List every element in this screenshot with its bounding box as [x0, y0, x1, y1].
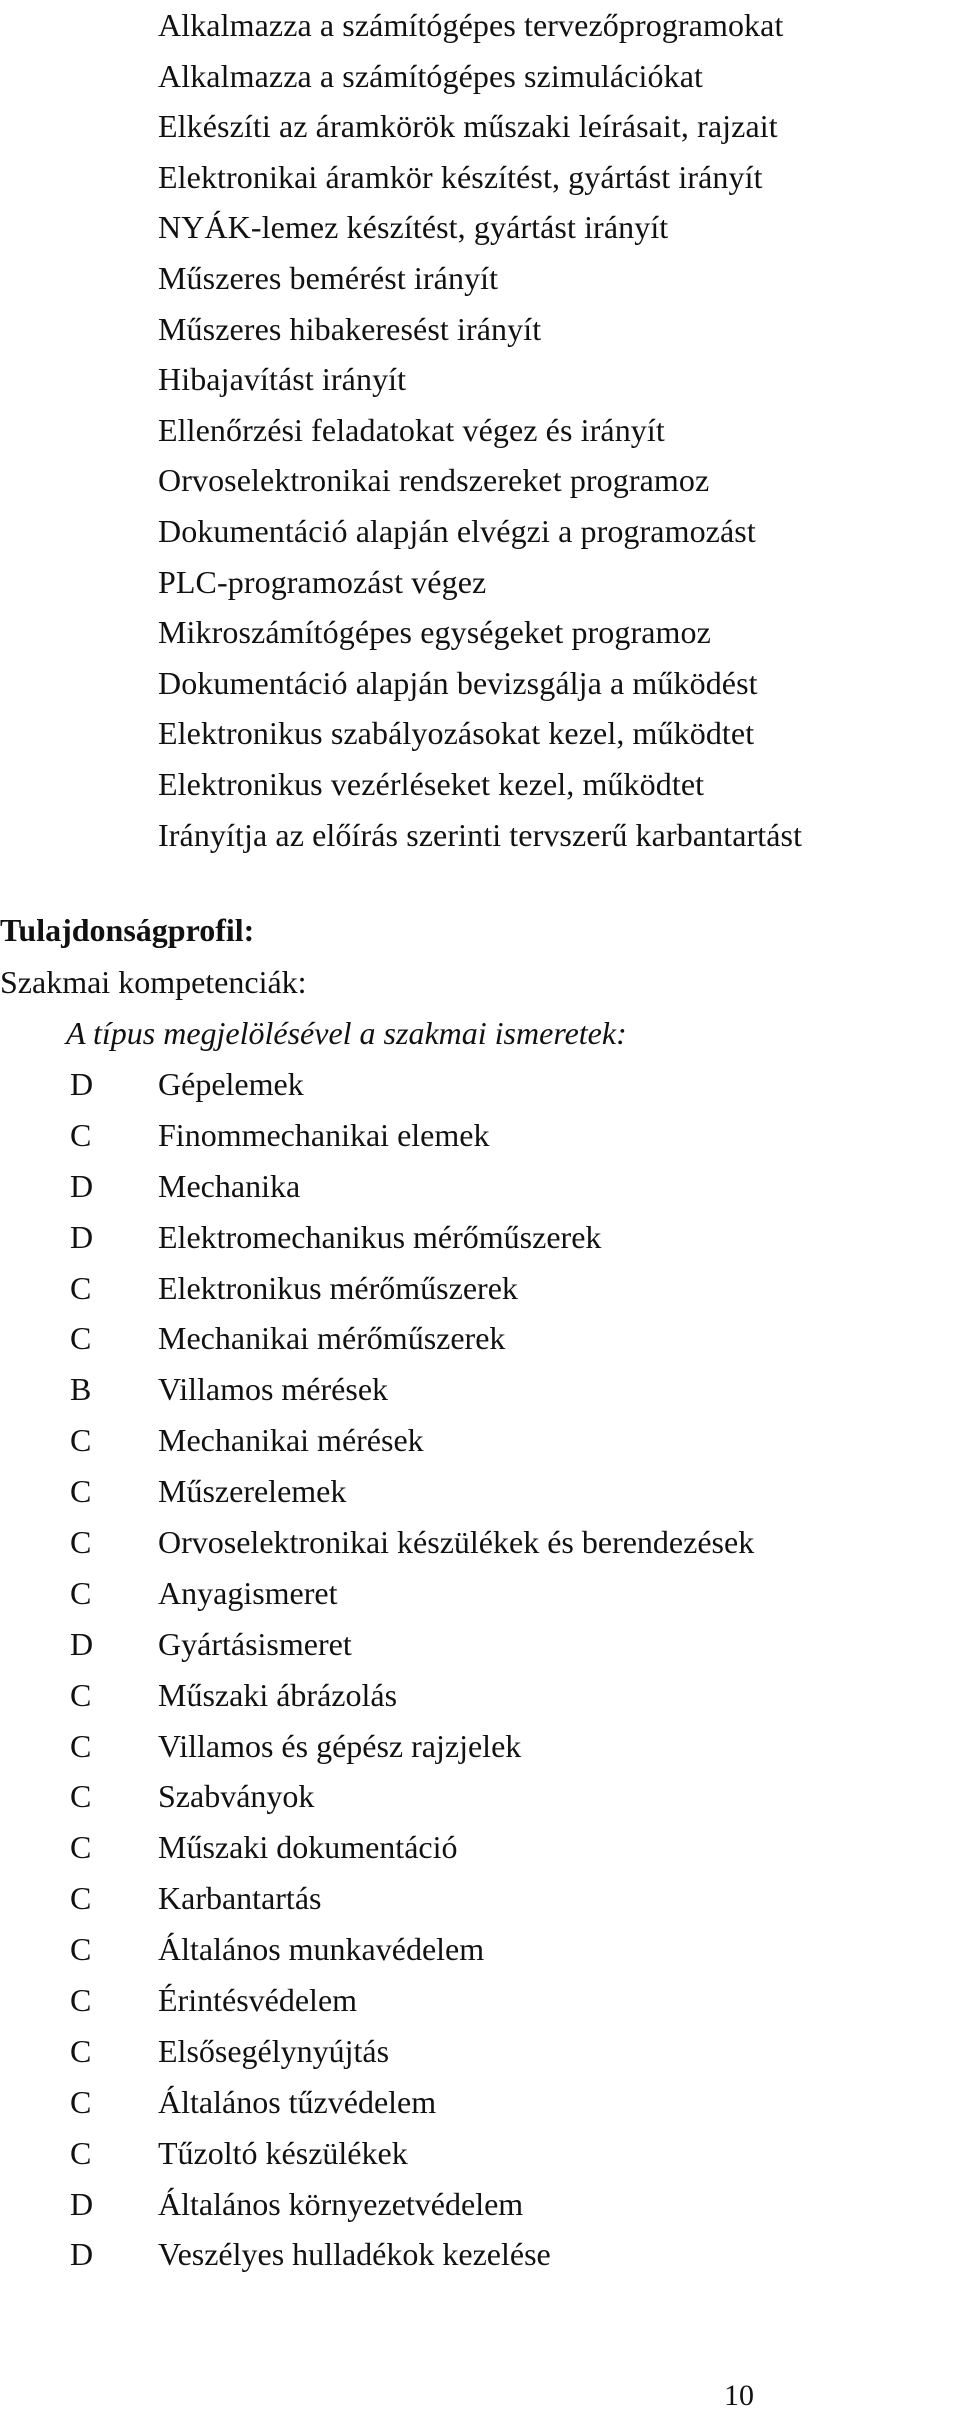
knowledge-topic: Tűzoltó készülékek — [158, 2134, 408, 2171]
knowledge-topic: Szabványok — [158, 1778, 315, 1815]
task-item: Elkészíti az áramkörök műszaki leírásait, rajzait — [158, 108, 778, 145]
knowledge-level: C — [70, 1422, 92, 1459]
task-item: Elektronikus szabályozásokat kezel, működtet — [158, 715, 755, 752]
task-item: Irányítja az előírás szerinti tervszerű karbantartást — [158, 816, 803, 853]
task-item: Ellenőrzési feladatokat végez és irányít — [158, 411, 665, 448]
knowledge-level: D — [70, 1066, 94, 1102]
knowledge-topic: Gépelemek — [158, 1066, 304, 1102]
knowledge-level: D — [70, 2236, 94, 2273]
task-item: PLC-programozást végez — [158, 563, 487, 600]
knowledge-level: C — [70, 1676, 92, 1713]
task-item: Műszeres bemérést irányít — [158, 259, 499, 296]
knowledge-level: B — [70, 1371, 92, 1408]
knowledge-level: C — [70, 1880, 92, 1917]
profile-title: Tulajdonságprofil: — [0, 912, 255, 948]
knowledge-topic: Általános munkavédelem — [158, 1931, 485, 1968]
task-item: Alkalmazza a számítógépes szimulációkat — [158, 57, 704, 94]
task-item: Dokumentáció alapján bevizsgálja a működést — [158, 664, 758, 701]
knowledge-level: C — [70, 1269, 92, 1306]
knowledge-topic: Műszerelemek — [158, 1473, 347, 1510]
knowledge-level: C — [70, 1982, 92, 2019]
knowledge-heading: A típus megjelölésével a szakmai ismeretek: — [66, 1015, 627, 1051]
knowledge-level: C — [70, 2134, 92, 2171]
knowledge-level: C — [70, 1778, 92, 1815]
knowledge-topic: Anyagismeret — [158, 1574, 338, 1611]
knowledge-level: D — [70, 1167, 94, 1204]
knowledge-topic: Általános tűzvédelem — [158, 2083, 437, 2120]
knowledge-topic: Mechanikai mérések — [158, 1422, 424, 1459]
task-item: Elektronikus vezérléseket kezel, működtet — [158, 765, 705, 802]
knowledge-topic: Orvoselektronikai készülékek és berendezések — [158, 1524, 755, 1561]
task-item: Mikroszámítógépes egységeket programoz — [158, 614, 711, 651]
task-item: Alkalmazza a számítógépes tervezőprogramokat — [158, 7, 784, 43]
page-number: 10 — [724, 2379, 754, 2412]
knowledge-topic: Elsősegélynyújtás — [158, 2032, 390, 2069]
knowledge-topic: Mechanika — [158, 1167, 301, 1204]
knowledge-topic: Műszaki ábrázolás — [158, 1676, 398, 1713]
knowledge-level: D — [70, 1218, 94, 1255]
knowledge-topic: Érintésvédelem — [158, 1982, 358, 2019]
knowledge-level: C — [70, 1116, 92, 1153]
task-item: Elektronikai áramkör készítést, gyártást irányít — [158, 158, 763, 195]
task-item: Műszeres hibakeresést irányít — [158, 310, 542, 347]
knowledge-topic: Villamos mérések — [158, 1371, 389, 1408]
knowledge-level: C — [70, 2032, 92, 2069]
task-item: Dokumentáció alapján elvégzi a programozást — [158, 512, 756, 549]
knowledge-topic: Műszaki dokumentáció — [158, 1829, 458, 1866]
knowledge-level: C — [70, 1574, 92, 1611]
knowledge-topic: Elektromechanikus mérőműszerek — [158, 1218, 602, 1255]
knowledge-topic: Villamos és gépész rajzjelek — [158, 1727, 522, 1764]
task-item: Hibajavítást irányít — [158, 361, 407, 398]
knowledge-topic: Finommechanikai elemek — [158, 1116, 490, 1153]
knowledge-topic: Veszélyes hulladékok kezelése — [158, 2236, 551, 2273]
knowledge-topic: Mechanikai mérőműszerek — [158, 1320, 506, 1357]
knowledge-level: C — [70, 2083, 92, 2120]
knowledge-topic: Általános környezetvédelem — [158, 2185, 524, 2222]
task-item: NYÁK-lemez készítést, gyártást irányít — [158, 209, 669, 246]
knowledge-topic: Elektronikus mérőműszerek — [158, 1269, 518, 1306]
knowledge-level: C — [70, 1829, 92, 1866]
knowledge-level: C — [70, 1473, 92, 1510]
task-item: Orvoselektronikai rendszereket programoz — [158, 462, 710, 499]
knowledge-level: D — [70, 1625, 94, 1662]
task-list — [158, 0, 802, 860]
knowledge-level: C — [70, 1931, 92, 1968]
knowledge-level: D — [70, 2185, 94, 2222]
competence-label: Szakmai kompetenciák: — [0, 964, 307, 1000]
knowledge-topic: Gyártásismeret — [158, 1625, 352, 1662]
knowledge-level: C — [70, 1524, 92, 1561]
knowledge-topic: Karbantartás — [158, 1880, 322, 1917]
knowledge-level: C — [70, 1727, 92, 1764]
knowledge-level: C — [70, 1320, 92, 1357]
